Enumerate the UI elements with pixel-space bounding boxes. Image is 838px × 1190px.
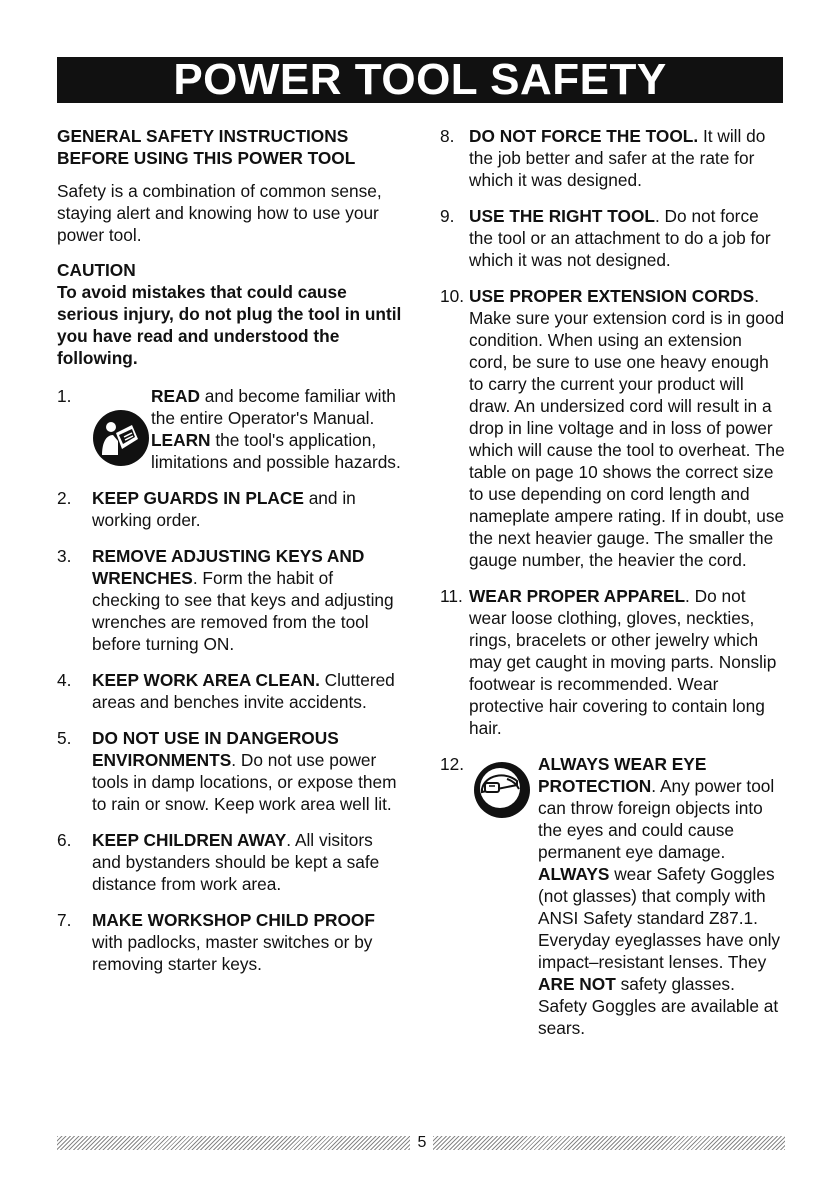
- page-number: 5: [417, 1134, 427, 1151]
- list-item: 2. KEEP GUARDS IN PLACE and in working order.: [57, 488, 356, 530]
- section-heading: GENERAL SAFETY INSTRUCTIONS BEFORE USING THIS POWER TOOL: [57, 126, 356, 168]
- list-item: 6. KEEP CHILDREN AWAY. All visitors and bystanders should be kept a safe distance from work area.: [57, 830, 380, 894]
- footer-hatch-left: [57, 1136, 410, 1150]
- list-item: 10. USE PROPER EXTENSION CORDS. Make sure your extension cord is in good condition. When using an extension cord, be sure to use one heavy enough to carry the current your product will draw. An undersized cord will result in a drop in line voltage and in loss of power which will cause the tool to overheat. The table on page 10 shows the correct size to use depending on cord length and nameplate ampere rating. If in doubt, use the next heavier gauge. The smaller the gauge number, the heavier the cord.: [440, 286, 785, 570]
- item-text: READ and become familiar with the entire Operator's Manual. LEARN the tool's application, limitations and possible hazards.: [151, 386, 401, 472]
- list-item: 8. DO NOT FORCE THE TOOL. It will do the job better and safer at the rate for which it was designed.: [440, 126, 766, 190]
- list-item: 11. WEAR PROPER APPAREL. Do not wear loose clothing, gloves, neckties, rings, bracelets or other jewelry which may get caught in moving parts. Nonslip footwear is recommended. Wear protective hair covering to contain long hair.: [440, 586, 777, 738]
- list-item: 3. REMOVE ADJUSTING KEYS AND WRENCHES. Form the habit of checking to see that keys and adjusting wrenches are removed from the tool before turning ON.: [57, 546, 394, 654]
- intro-text: Safety is a combination of common sense, staying alert and knowing how to use your power tool.: [57, 181, 382, 245]
- footer-hatch-right: [433, 1136, 785, 1150]
- left-column: [57, 125, 402, 989]
- caution-label: CAUTION: [57, 260, 136, 280]
- page-title: POWER TOOL SAFETY: [57, 57, 783, 103]
- list-item: 1. READ and become familiar with the entire Operator's Manual. LEARN the tool's application, limitations and possible hazards.: [57, 386, 401, 472]
- caution-text: To avoid mistakes that could cause serious injury, do not plug the tool in until you have read and understood the following.: [57, 282, 402, 368]
- list-item: 5. DO NOT USE IN DANGEROUS ENVIRONMENTS. Do not use power tools in damp locations, or expose them to rain or snow. Keep work area well lit.: [57, 728, 397, 814]
- read-manual-icon: [92, 409, 150, 467]
- item-text: ALWAYS WEAR EYE PROTECTION. Any power tool can throw foreign objects into the eyes and could cause permanent eye damage. ALWAYS wear Safety Goggles (not glasses) that comply with ANSI Safety standard Z87.1. Everyday eyeglasses have only impact–resistant lenses. They ARE NOT safety glasses. Safety Goggles are available at sears.: [469, 753, 785, 1039]
- list-item: 7. MAKE WORKSHOP CHILD PROOF with padlocks, master switches or by removing starter keys.: [57, 910, 375, 974]
- right-column: [440, 125, 785, 1053]
- safety-goggles-icon: [473, 761, 531, 819]
- list-item: 12. ALWAYS WEAR EYE PROTECTION. Any power tool can throw foreign objects into the eyes and could cause permanent eye damage. ALWAYS wear Safety Goggles (not glasses) that comply with ANSI Safety standard Z87.1. Everyday eyeglasses have only impact–resistant lenses. They ARE NOT safety glasses. Safety Goggles are available at sears.: [440, 753, 785, 1039]
- list-item: 9. USE THE RIGHT TOOL. Do not force the tool or an attachment to do a job for which it was not designed.: [440, 206, 771, 270]
- list-item: 4. KEEP WORK AREA CLEAN. Cluttered areas and benches invite accidents.: [57, 670, 395, 712]
